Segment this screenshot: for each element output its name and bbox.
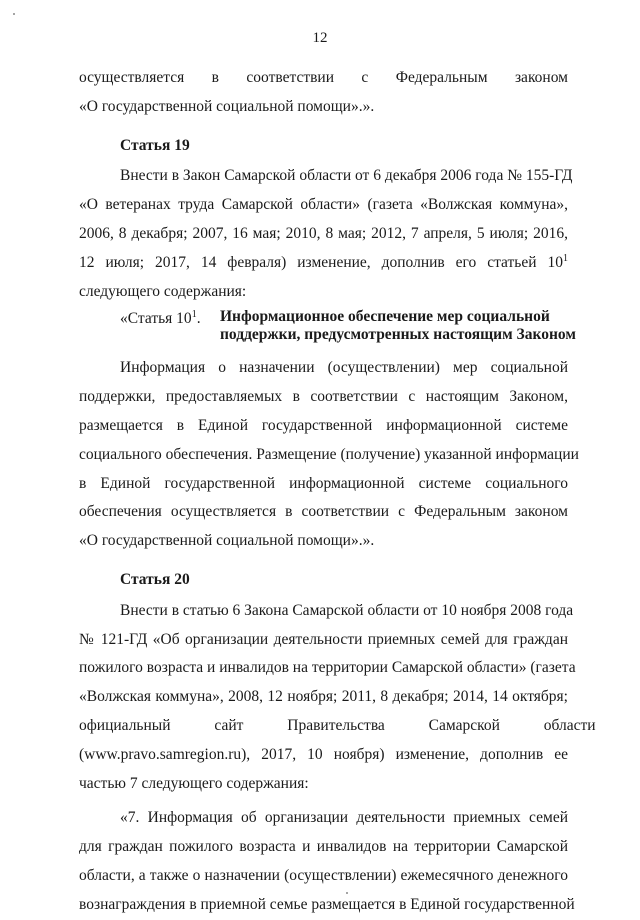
article-10-1-title-block — [79, 308, 576, 354]
article-10-1-label: «Статья $10^1$. — [120, 309, 201, 328]
article-20-body — [79, 597, 596, 799]
text-line: вознаграждения в приемной семье размещается в Единой государственной — [79, 895, 575, 913]
text-line: № 121-ГД «Об организации деятельности приемных семей для граждан — [79, 630, 568, 648]
text-line: Информация о назначении (осуществлении) мер социальной — [120, 359, 568, 377]
article-10-1-body — [79, 354, 579, 556]
text-line: Внести в статью 6 Закона Самарской области от 10 ноября 2008 года — [120, 601, 574, 619]
text-line: в Единой государственной информационной системе социального — [79, 474, 568, 492]
text-line: следующего содержания: — [79, 282, 247, 300]
text-line: частью 7 следующего содержания: — [79, 774, 309, 792]
text-line: (www.pravo.samregion.ru), 2017, 10 ноября) изменение, дополнив ее — [79, 745, 568, 763]
document-body — [79, 64, 596, 920]
text-line: размещается в Единой государственной информационной системе — [79, 416, 568, 434]
article-20-heading: Статья 20 — [120, 570, 190, 588]
article-19-heading: Статья 19 — [120, 136, 190, 154]
text-line: обеспечения осуществляется в соответствии с Федеральным законом — [79, 503, 568, 521]
paragraph-continuation — [79, 64, 568, 122]
text-line: «О государственной социальной помощи».». — [79, 532, 375, 550]
text-line: 2006, 8 декабря; 2007, 16 мая; 2010, 8 мая; 2012, 7 апреля, 5 июля; 2016, — [79, 224, 568, 242]
title-line: поддержки, предусмотренных настоящим Законом — [220, 326, 576, 344]
text-line: поддержки, предоставляемых в соответствии с настоящим Законом, — [79, 388, 568, 406]
text-line: для граждан пожилого возраста и инвалидов на территории Самарской — [79, 838, 568, 856]
text-line: «7. Информация об организации деятельности приемных семей — [120, 809, 568, 827]
text-line: «О государственной социальной помощи».». — [79, 97, 375, 115]
title-line: Информационное обеспечение мер социальной — [220, 308, 550, 326]
text-line: Внести в Закон Самарской области от 6 декабря 2006 года № 155-ГД — [120, 167, 573, 185]
text-line: «О ветеранах труда Самарской области» (газета «Волжская коммуна», — [79, 196, 568, 214]
text-line: социального обеспечения. Размещение (получение) указанной информации — [79, 445, 579, 463]
text-line: официальный сайт Правительства Самарской области — [79, 716, 596, 734]
text-line: области, а также о назначении (осуществлении) ежемесячного денежного — [79, 866, 568, 884]
scan-speck — [13, 13, 15, 15]
superscript: 1 — [191, 309, 197, 321]
text-line: «Волжская коммуна», 2008, 12 ноября; 2011, 8 декабря; 2014, 14 октября; — [79, 688, 568, 706]
article-10-1-title — [220, 308, 576, 344]
text-line: пожилого возраста и инвалидов на территории Самарской области» (газета — [79, 659, 576, 677]
text-line: осуществляется в соответствии с Федеральным законом — [79, 69, 568, 86]
superscript: 1 — [563, 252, 568, 264]
page-number: 12 — [312, 30, 328, 46]
text-line: 12 июля; 2017, 14 февраля) изменение, дополнив его статьей $10^1$ — [79, 252, 568, 271]
article-20-quote — [79, 804, 575, 919]
article-19-body — [79, 162, 573, 306]
